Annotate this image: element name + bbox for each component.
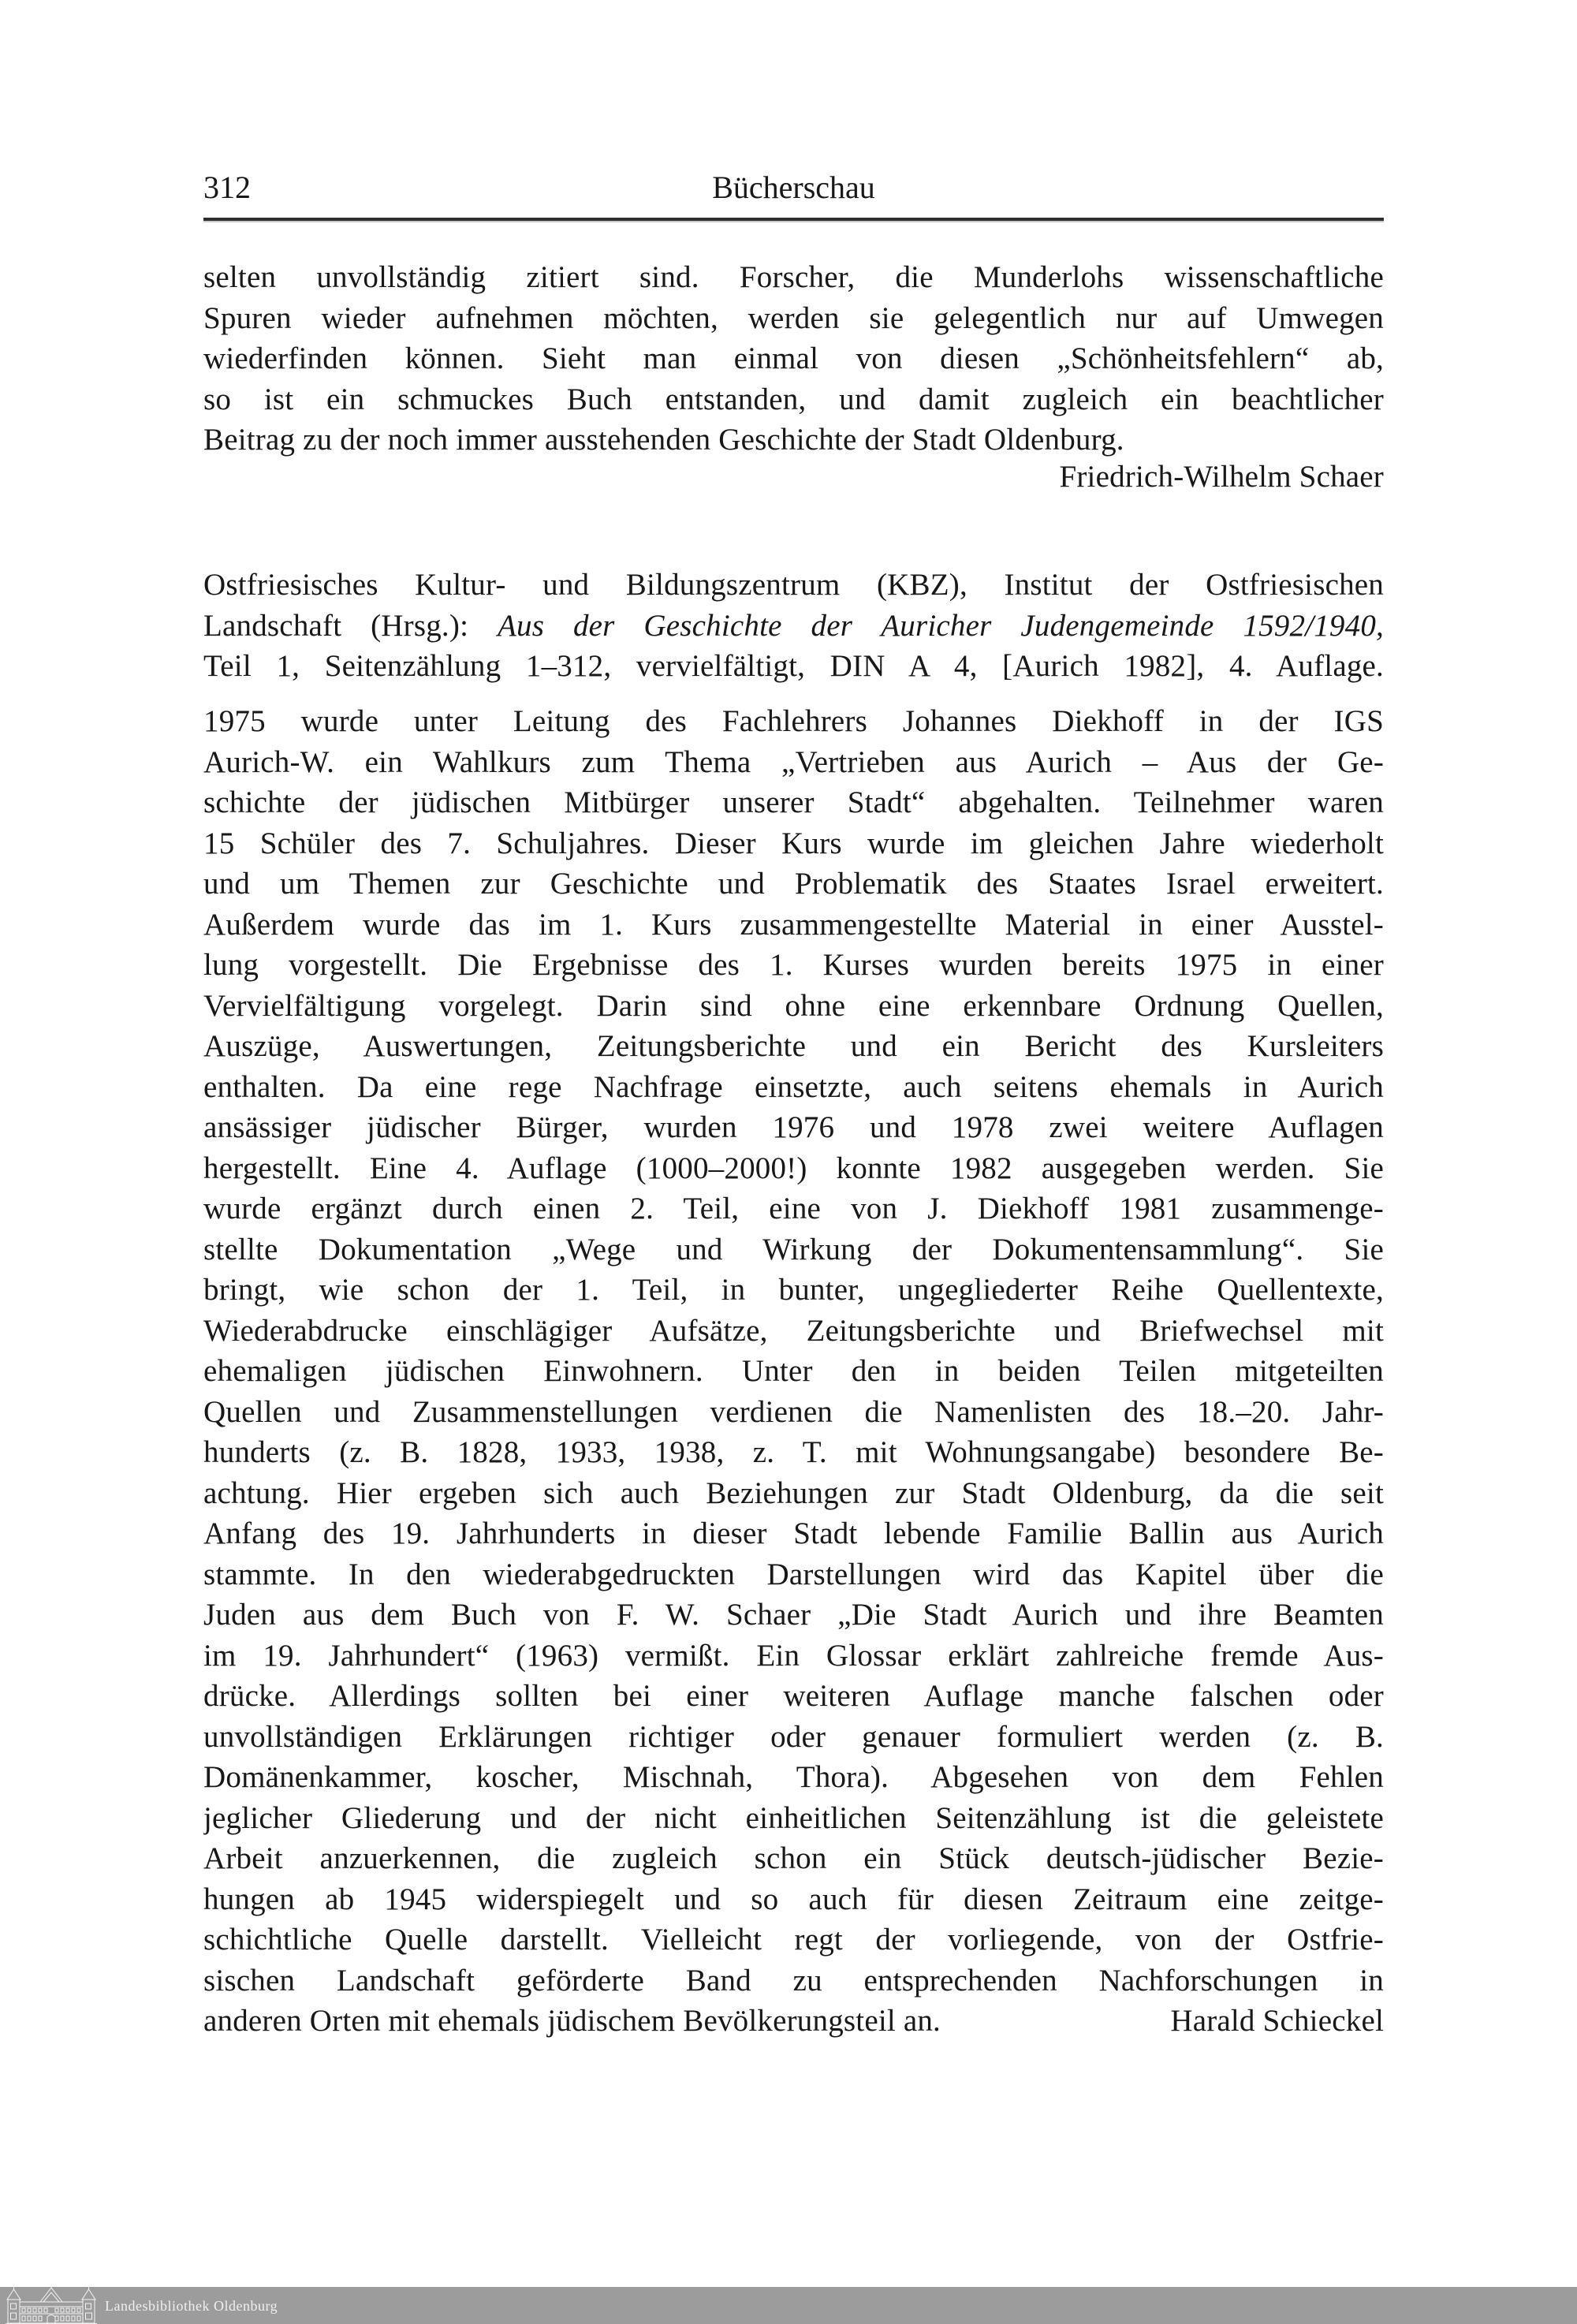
text-line bbox=[203, 1188, 1384, 1229]
text-line bbox=[203, 420, 1384, 461]
text-segment: 15 Schüler des 7. Schuljahres. Dieser Kurs wurde im gleichen Jahre wiederholt bbox=[203, 826, 1384, 860]
text-line bbox=[203, 1838, 1384, 1879]
text-line bbox=[203, 782, 1384, 823]
text-segment: jeglicher Gliederung und der nicht einheitlichen Seitenzählung ist die geleistete bbox=[203, 1800, 1384, 1835]
text-line bbox=[203, 1026, 1384, 1067]
text-line bbox=[203, 823, 1384, 864]
text-segment: Aurich-W. ein Wahlkurs zum Thema „Vertrieben aus Aurich – Aus der Ge- bbox=[203, 744, 1384, 779]
text-segment: Landschaft (Hrsg.): bbox=[203, 608, 498, 643]
text-segment: 1975 wurde unter Leitung des Fachlehrers Johannes Diekhoff in der IGS bbox=[203, 704, 1384, 738]
text-line bbox=[203, 864, 1384, 905]
text-segment: lung vorgestellt. Die Ergebnisse des 1. Kurses wurden bereits 1975 in einer bbox=[203, 948, 1384, 982]
review-main-paragraph bbox=[203, 701, 1384, 2042]
text-segment: schichtliche Quelle darstellt. Vielleicht regt der vorliegende, von der Ostfrie- bbox=[203, 1923, 1384, 1957]
text-line bbox=[203, 1473, 1384, 1514]
text-segment: Aus der Geschichte der Auricher Judengemeinde 1592/1940, bbox=[497, 608, 1384, 643]
book-citation bbox=[203, 565, 1384, 687]
text-segment: bringt, wie schon der 1. Teil, in bunter, ungegliederter Reihe Quellentexte, bbox=[203, 1273, 1384, 1307]
reviewer-signature: Harald Schieckel bbox=[1170, 2004, 1384, 2038]
text-line bbox=[203, 1717, 1384, 1758]
page-number: 312 bbox=[203, 170, 251, 205]
text-line bbox=[203, 379, 1384, 420]
text-segment: hungen ab 1945 widerspiegelt und so auch für diesen Zeitraum eine zeitge- bbox=[203, 1882, 1384, 1916]
section-title: Bücherschau bbox=[712, 170, 875, 205]
text-segment: Beitrag zu der noch immer ausstehenden Geschichte der Stadt Oldenburg. bbox=[203, 423, 1124, 457]
text-segment: Außerdem wurde das im 1. Kurs zusammengestellte Material in einer Ausstel- bbox=[203, 907, 1384, 942]
text-line bbox=[203, 1229, 1384, 1270]
text-segment: sischen Landschaft geförderte Band zu entsprechenden Nachforschungen in bbox=[203, 1963, 1384, 1998]
text-segment: Arbeit anzuerkennen, die zugleich schon ein Stück deutsch-jüdischer Bezie- bbox=[203, 1841, 1384, 1875]
page-header bbox=[203, 167, 1384, 208]
text-segment: hunderts (z. B. 1828, 1933, 1938, z. T. mit Wohnungsangabe) besondere Be- bbox=[203, 1435, 1384, 1469]
text-segment: ehemaligen jüdischen Einwohnern. Unter den in beiden Teilen mitgeteilten bbox=[203, 1354, 1384, 1388]
text-line bbox=[203, 1351, 1384, 1392]
text-segment: ansässiger jüdischer Bürger, wurden 1976 und 1978 zwei weitere Auflagen bbox=[203, 1110, 1384, 1144]
library-stamp-footer bbox=[0, 2287, 1577, 2324]
text-line bbox=[203, 945, 1384, 986]
text-segment: und um Themen zur Geschichte und Problematik des Staates Israel erweitert. bbox=[203, 867, 1384, 901]
review-previous-paragraph bbox=[203, 257, 1384, 461]
text-line bbox=[203, 1554, 1384, 1595]
text-segment: Anfang des 19. Jahrhunderts in dieser Stadt lebende Familie Ballin aus Aurich bbox=[203, 1516, 1384, 1550]
text-line bbox=[203, 905, 1384, 946]
text-line bbox=[203, 1513, 1384, 1554]
text-line bbox=[203, 1107, 1384, 1148]
text-segment: wiederfinden können. Sieht man einmal von diesen „Schönheitsfehlern“ ab, bbox=[203, 341, 1384, 375]
text-segment: enthalten. Da eine rege Nachfrage einsetzte, auch seitens ehemals in Aurich bbox=[203, 1069, 1384, 1104]
text-line bbox=[203, 742, 1384, 783]
text-segment: Quellen und Zusammenstellungen verdienen die Namenlisten des 18.–20. Jahr- bbox=[203, 1394, 1384, 1429]
text-segment: wurde ergänzt durch einen 2. Teil, eine von J. Diekhoff 1981 zusammenge- bbox=[203, 1192, 1384, 1225]
text-segment: Juden aus dem Buch von F. W. Schaer „Die Stadt Aurich und ihre Beamten bbox=[203, 1598, 1384, 1632]
text-line bbox=[203, 298, 1384, 339]
text-line bbox=[203, 701, 1384, 742]
text-line bbox=[203, 1636, 1384, 1677]
text-segment: stammte. In den wiederabgedruckten Darstellungen wird das Kapitel über die bbox=[203, 1557, 1384, 1591]
text-segment: schichte der jüdischen Mitbürger unserer Stadt“ abgehalten. Teilnehmer waren bbox=[203, 785, 1384, 819]
header-rule bbox=[203, 218, 1384, 221]
text-segment: so ist ein schmuckes Buch entstanden, und damit zugleich ein beachtlicher bbox=[203, 382, 1384, 416]
text-line bbox=[203, 1311, 1384, 1352]
text-line bbox=[203, 565, 1384, 606]
text-line bbox=[203, 986, 1384, 1027]
body-text: anderen Orten mit ehemals jüdischem Bevölkerungsteil an. bbox=[203, 2004, 941, 2038]
text-line bbox=[203, 1798, 1384, 1839]
text-segment: Ostfriesisches Kultur- und Bildungszentrum (KBZ), Institut der Ostfriesischen bbox=[203, 568, 1384, 602]
text-segment: Auszüge, Auswertungen, Zeitungsberichte und ein Bericht des Kursleiters bbox=[203, 1029, 1384, 1063]
text-segment: stellte Dokumentation „Wege und Wirkung der Dokumentensammlung“. Sie bbox=[203, 1232, 1384, 1266]
text-segment: Domänenkammer, koscher, Mischnah, Thora). Abgesehen von dem Fehlen bbox=[203, 1760, 1384, 1794]
text-line bbox=[203, 1392, 1384, 1433]
text-line bbox=[203, 606, 1384, 647]
text-line bbox=[203, 1432, 1384, 1473]
text-line bbox=[203, 338, 1384, 379]
text-line bbox=[203, 1148, 1384, 1189]
text-line bbox=[203, 1676, 1384, 1717]
text-segment: achtung. Hier ergeben sich auch Beziehungen zur Stadt Oldenburg, da die seit bbox=[203, 1475, 1384, 1510]
text-segment: selten unvollständig zitiert sind. Forscher, die Munderlohs wissenschaftliche bbox=[203, 260, 1384, 294]
text-line bbox=[203, 1067, 1384, 1108]
text-segment: Spuren wieder aufnehmen möchten, werden sie gelegentlich nur auf Umwegen bbox=[203, 300, 1384, 335]
text-line bbox=[203, 257, 1384, 298]
text-line bbox=[203, 1270, 1384, 1311]
text-line bbox=[203, 1595, 1384, 1636]
footer-label: Landesbibliothek Oldenburg bbox=[105, 2298, 278, 2314]
text-segment: drücke. Allerdings sollten bei einer weiteren Auflage manche falschen oder bbox=[203, 1679, 1384, 1713]
text-line bbox=[203, 646, 1384, 687]
text-segment: Wiederabdrucke einschlägiger Aufsätze, Zeitungsberichte und Briefwechsel mit bbox=[203, 1313, 1384, 1348]
text-line bbox=[203, 1879, 1384, 1920]
library-building-icon bbox=[6, 2285, 97, 2324]
text-line bbox=[203, 1919, 1384, 1960]
text-segment: im 19. Jahrhundert“ (1963) vermißt. Ein Glossar erklärt zahlreiche fremde Aus- bbox=[203, 1638, 1384, 1673]
text-segment: hergestellt. Eine 4. Auflage (1000–2000!) konnte 1982 ausgegeben werden. Sie bbox=[203, 1151, 1384, 1185]
text-line bbox=[203, 2001, 1384, 2042]
reviewer-signature-previous: Friedrich-Wilhelm Schaer bbox=[1059, 460, 1384, 494]
text-line bbox=[203, 1757, 1384, 1798]
text-segment: Vervielfältigung vorgelegt. Darin sind ohne eine erkennbare Ordnung Quellen, bbox=[203, 988, 1384, 1023]
text-segment: Teil 1, Seitenzählung 1–312, vervielfältigt, DIN A 4, [Aurich 1982], 4. Auflage. bbox=[203, 649, 1384, 683]
text-line bbox=[203, 1960, 1384, 2001]
text-segment: unvollständigen Erklärungen richtiger oder genauer formuliert werden (z. B. bbox=[203, 1719, 1384, 1754]
